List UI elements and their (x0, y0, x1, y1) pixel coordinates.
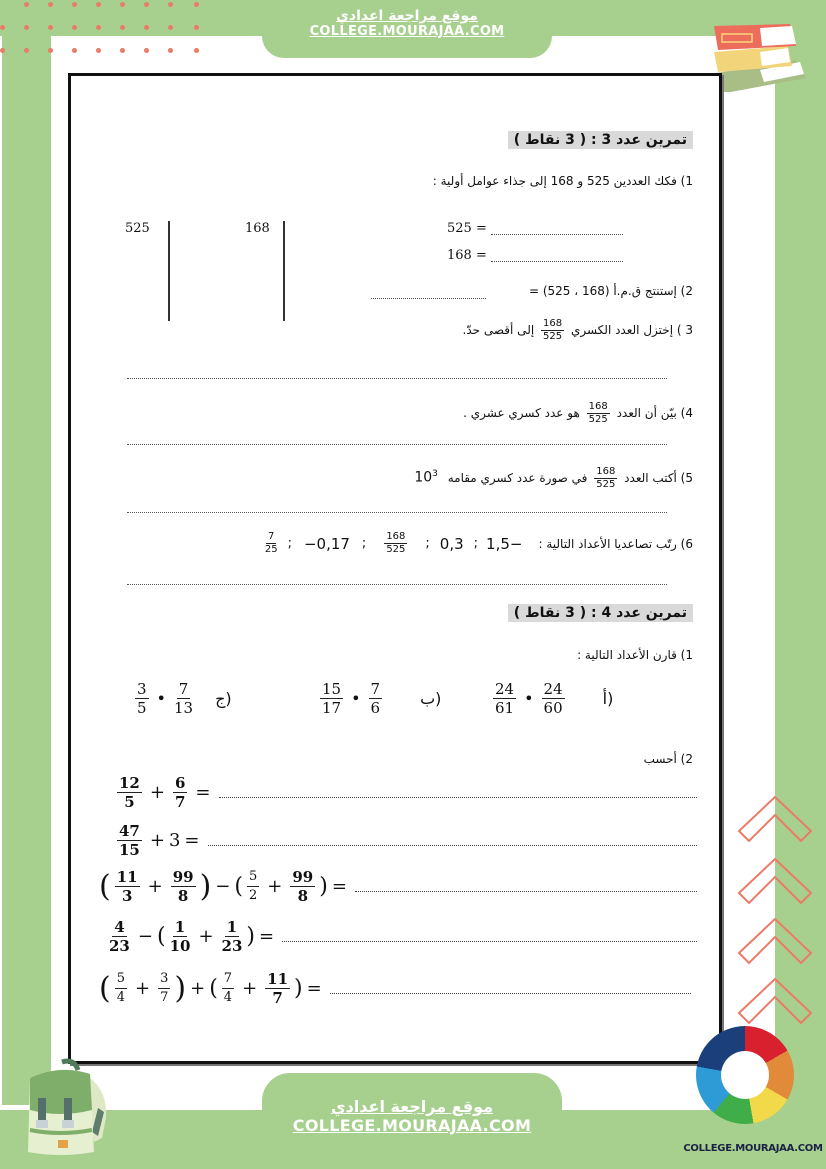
value-neg-1-5: −1,5 (486, 534, 523, 553)
calc-expression-1: 12 5 + $\frac{6}{7}$ = (113, 774, 697, 811)
chevron-up-icon (737, 855, 812, 915)
fraction-168-525: $\frac{168}{525}$ (543, 318, 563, 342)
decorative-dots (0, 0, 210, 60)
ex3-question-6: 6) رتّب تصاعديا الأعداد التالية : −1,5 ; 0,3 ; $\frac{168}{525}$ ; −0,17 ; $\frac{7}{25}$ (264, 531, 693, 555)
chevron-up-icon (737, 793, 812, 853)
ex4-question-2: 2) أحسب (643, 752, 693, 766)
answer-line[interactable] (127, 512, 667, 513)
division-number-168: 168 (245, 221, 270, 236)
answer-line[interactable] (208, 845, 697, 846)
comparison-c: 3 5 • 7 13 ج) (137, 680, 232, 717)
site-domain[interactable]: COLLEGE.MOURAJAA.COM (292, 1116, 532, 1135)
answer-line[interactable] (282, 941, 697, 942)
division-bar-525 (168, 221, 170, 321)
power-of-ten: $10^3$ (414, 469, 438, 486)
comparison-a: 24 61 • 24 60 أ) (495, 680, 614, 717)
site-banner-top[interactable] (262, 0, 552, 58)
fraction-168-525: $\frac{168}{525}$ (596, 466, 616, 490)
factor-line-168: 168 = (447, 248, 487, 263)
answer-line[interactable] (127, 378, 667, 379)
answer-line[interactable] (219, 797, 698, 798)
value-168-525: $\frac{168}{525}$ (386, 531, 406, 555)
answer-line[interactable] (371, 298, 486, 299)
ex3-question-4: 4) بيّن أن العدد $\frac{168}{525}$ هو عدد كسري عشري . (463, 401, 693, 425)
calc-expression-5: ( 5 4 + $\frac{3}{7}$ ) + ( 7 4 + $\frac{11}{7}$ ) = (99, 970, 691, 1007)
site-name-arabic: موقع مراجعة اعدادي (330, 1097, 494, 1116)
division-number-525: 525 (125, 221, 150, 236)
ex3-question-3: 3 ) إختزل العدد الكسري $\frac{168}{525}$ إلى أقصى حدّ. (462, 318, 693, 342)
answer-line[interactable] (491, 234, 623, 235)
site-banner-bottom[interactable] (262, 1073, 562, 1169)
ex3-question-2: 2) إستنتج ق.م.أ (168 ، 525) = (528, 284, 693, 298)
calc-expression-4: 4 23 − ( 1 10 + $\frac{1}{23}$ ) = (105, 918, 697, 955)
site-name-arabic: موقع مراجعة اعدادي (336, 8, 478, 24)
value-0-3: 0,3 (439, 534, 464, 553)
site-logo-label[interactable]: COLLEGE.MOURAJAA.COM (683, 1143, 823, 1154)
ex4-question-1: 1) قارن الأعداد التالية : (577, 648, 693, 662)
exam-sheet (68, 73, 722, 1064)
backpack-illustration-icon (14, 1058, 109, 1158)
chevron-up-icon (737, 915, 812, 975)
frame-left (2, 0, 51, 1105)
answer-line[interactable] (127, 584, 667, 585)
value-7-25: $\frac{7}{25}$ (264, 531, 278, 555)
calc-expression-3: ( 11 3 + $\frac{99}{8}$ ) − ( 5 2 + $\frac{99}{8}$ ) = (99, 868, 697, 905)
exercise-3-title: تمرين عدد 3 : ( 3 نقاط ) (508, 131, 693, 149)
site-logo-wheel-icon[interactable] (696, 1026, 794, 1124)
value-neg-0-17: −0,17 (303, 534, 350, 553)
ex3-question-5: 5) أكتب العدد $\frac{168}{525}$ في صورة عدد كسري مقامه $10^3$ (414, 466, 693, 490)
exercise-4-title: تمرين عدد 4 : ( 3 نقاط ) (508, 604, 693, 622)
answer-line[interactable] (330, 993, 691, 994)
factor-line-525: 525 = (447, 221, 487, 236)
ex3-question-1: 1) فكك العددين 525 و 168 إلى جذاء عوامل أولية : (432, 174, 693, 188)
site-domain[interactable]: COLLEGE.MOURAJAA.COM (309, 24, 505, 39)
division-bar-168 (283, 221, 285, 321)
answer-line[interactable] (127, 444, 667, 445)
comparison-b: 15 17 • 7 6 ب) (322, 680, 442, 717)
fraction-168-525: $\frac{168}{525}$ (588, 401, 608, 425)
answer-line[interactable] (491, 261, 623, 262)
answer-line[interactable] (355, 891, 697, 892)
calc-expression-2: 47 15 + 3 = (113, 822, 697, 859)
